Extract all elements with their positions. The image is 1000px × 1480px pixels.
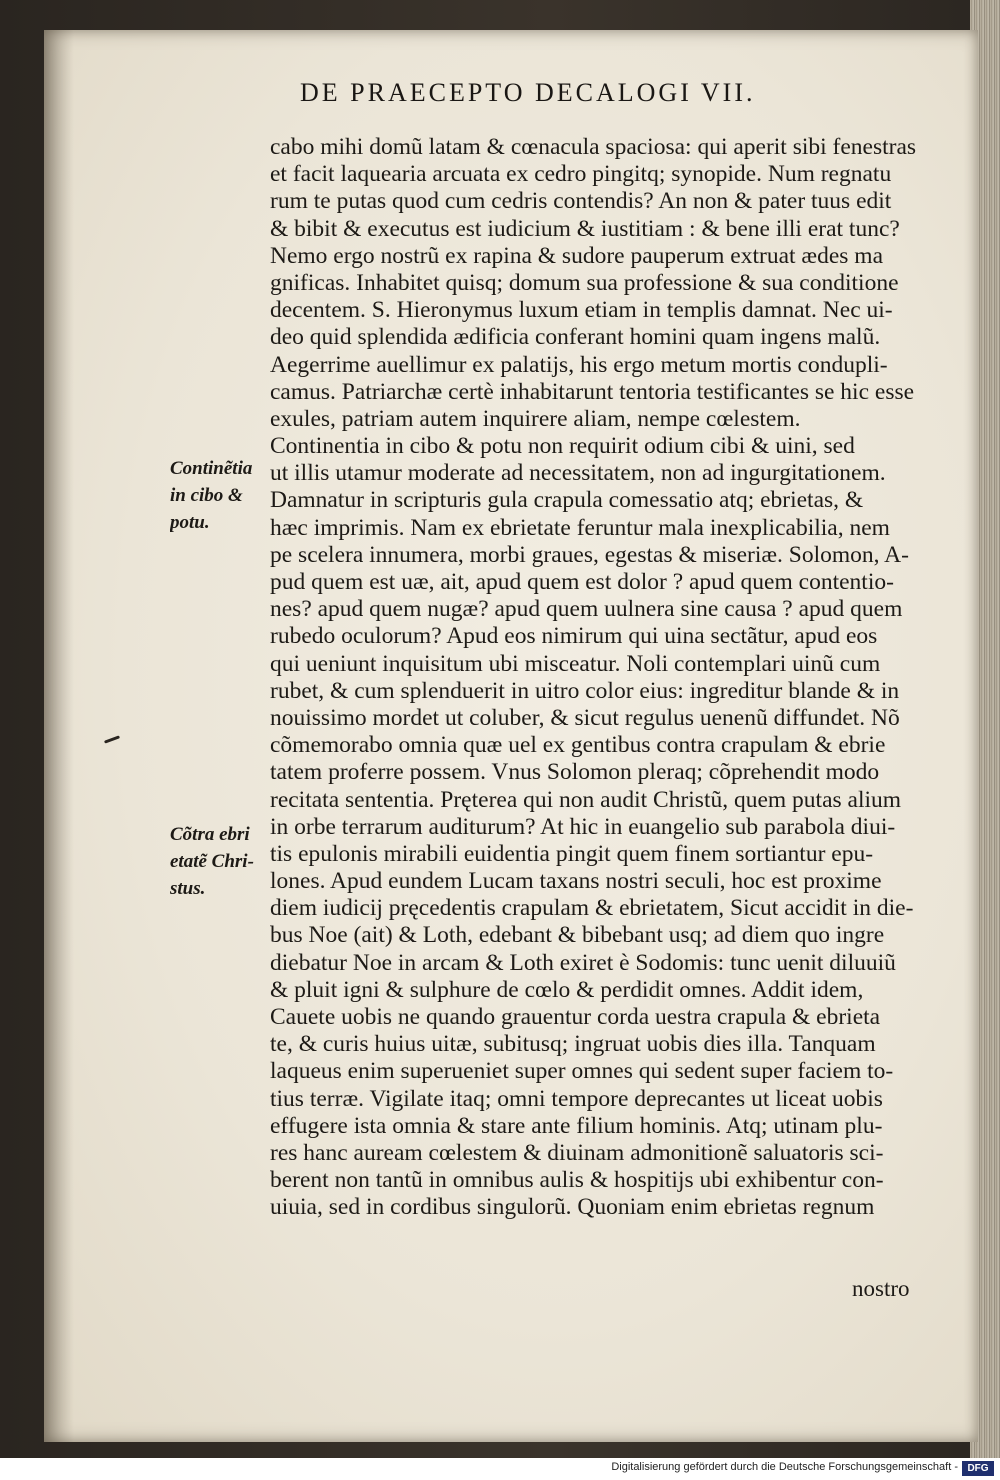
text-line: tis epulonis mirabili euidentia pingit quem finem sortiantur epu- xyxy=(270,840,874,867)
text-line: cõmemorabo omnia quæ uel ex gentibus contra crapulam & ebrie xyxy=(270,732,886,759)
text-line: Nemo ergo nostrũ ex rapina & sudore pauperum extruat ædes ma xyxy=(270,242,884,269)
text-line: in orbe terrarum auditurum? At hic in euangelio sub parabola diui- xyxy=(270,813,896,840)
text-line: cabo mihi domũ latam & cœnacula spaciosa: qui aperit sibi fenestras xyxy=(270,134,917,160)
text-line: lones. Apud eundem Lucam taxans nostri seculi, hoc est proxime xyxy=(270,868,882,895)
text-line: gnificas. Inhabitet quisq; domum sua professione & sua conditione xyxy=(270,269,899,296)
text-line: effugere ista omnia & stare ante filium hominis. Atq; utinam plu- xyxy=(270,1112,883,1139)
dfg-logo: DFG xyxy=(962,1461,994,1476)
text-line: rubedo oculorum? Apud eos nimirum qui uina sectãtur, apud eos xyxy=(270,623,878,650)
text-line: nes? apud quem nugæ? apud quem uulnera sine causa ? apud quem xyxy=(270,596,903,623)
gutter-shadow xyxy=(44,30,74,1442)
text-line: rubet, & cum splenduerit in uitro color eius: ingreditur blande & in xyxy=(270,677,900,704)
text-line: Continentia in cibo & potu non requirit odium cibi & uini, sed xyxy=(270,433,855,460)
text-line: exules, patriam autem inquirere aliam, nempe cœlestem. xyxy=(270,405,801,432)
text-line: tatem proferre possem. Vnus Solomon pleraq; cõprehendit modo xyxy=(270,759,880,786)
text-line: te, & curis huius uitæ, subitusq; ingruat uobis dies illa. Tanquam xyxy=(270,1031,876,1058)
text-line: laqueus enim superueniet super omnes qui sedent super faciem to- xyxy=(270,1058,894,1085)
text-line: & bibit & executus est iudicium & iustitiam : & bene illi erat tunc? xyxy=(270,215,900,242)
text-line: tius terræ. Vigilate itaq; omni tempore deprecantes ut liceat uobis xyxy=(270,1085,883,1112)
text-line: et facit laquearia arcuata ex cedro pingitq; synopide. Num regnatu xyxy=(270,161,892,188)
text-line: rum te putas quod cum cedris contendis? An non & pater tuus edit xyxy=(270,188,892,215)
text-line: Damnatur in scripturis gula crapula comessatio atq; ebrietas, & xyxy=(270,487,864,514)
marginal-note-line: Continẽtia xyxy=(170,458,253,479)
text-line: pud quem est uæ, ait, apud quem est dolor ? apud quem contentio- xyxy=(270,569,894,595)
footer-credit-text: Digitalisierung gefördert durch die Deutsche Forschungsgemeinschaft - xyxy=(611,1461,958,1473)
text-line: Aegerrime auellimur ex palatijs, his ergo metum mortis condupli- xyxy=(270,351,888,378)
text-line: Cauete uobis ne quando grauentur corda uestra crapula & ebrieta xyxy=(270,1004,881,1030)
text-line: & pluit igni & sulphure de cœlo & perdidit omnes. Addit idem, xyxy=(270,976,864,1003)
text-line: diem iudicij pręcedentis crapulam & ebrietatem, Sicut accidit in die- xyxy=(270,895,914,922)
marginal-note-line: etatẽ Chri- xyxy=(170,851,254,873)
text-line: deo quid splendida ædificia conferant homini quam ingens malũ. xyxy=(270,324,881,351)
catchword: nostro xyxy=(852,1276,910,1301)
marginal-note-line: Cõtra ebri xyxy=(170,824,250,845)
text-line: hæc imprimis. Nam ex ebrietate feruntur mala inexplicabilia, nem xyxy=(270,514,890,541)
text-line: qui ueniunt inquisitum ubi misceatur. Noli contemplari uinũ cum xyxy=(270,650,881,677)
marginal-note-contra-ebrietatem xyxy=(170,821,254,903)
marginal-note-line: in cibo & xyxy=(170,485,243,507)
text-line: decentem. S. Hieronymus luxum etiam in templis damnat. Nec ui- xyxy=(270,297,893,324)
text-line: berent non tantũ in omnibus aulis & hospitijs ubi exhibentur con- xyxy=(270,1167,884,1194)
text-line: pe scelera innumera, morbi graues, egestas & miseriæ. Solomon, A- xyxy=(270,541,909,568)
text-line: recitata sententia. Pręterea qui non audit Christũ, quem putas alium xyxy=(270,786,902,813)
text-line: res hanc auream cœlestem & diuinam admonitionẽ saluatoris sci- xyxy=(270,1139,884,1166)
running-head: DE PRAECEPTO DECALOGI VII. xyxy=(300,78,756,107)
text-line: uiuia, sed in cordibus singulorũ. Quoniam enim ebrietas regnum xyxy=(270,1194,875,1221)
marginal-note-line: stus. xyxy=(170,878,206,900)
marginal-note-continentia xyxy=(170,455,252,537)
marginal-note-line: potu. xyxy=(170,512,210,534)
text-line: camus. Patriarchæ certè inhabitarunt tentoria testificantes se hic esse xyxy=(270,378,915,405)
main-text-block xyxy=(270,134,934,1222)
text-line: diebatur Noe in arcam & Loth exiret è Sodomis: tunc uenit diluuiũ xyxy=(270,949,896,976)
text-line: ut illis utamur moderate ad necessitatem, non ad ingurgitationem. xyxy=(270,460,886,487)
text-line: bus Noe (ait) & Loth, edebant & bibebant usq; ad diem quo ingre xyxy=(270,922,885,949)
digitization-footer xyxy=(0,1458,1000,1480)
text-line: nouissimo mordet ut coluber, & sicut regulus uenenũ diffundet. Nõ xyxy=(270,704,900,731)
